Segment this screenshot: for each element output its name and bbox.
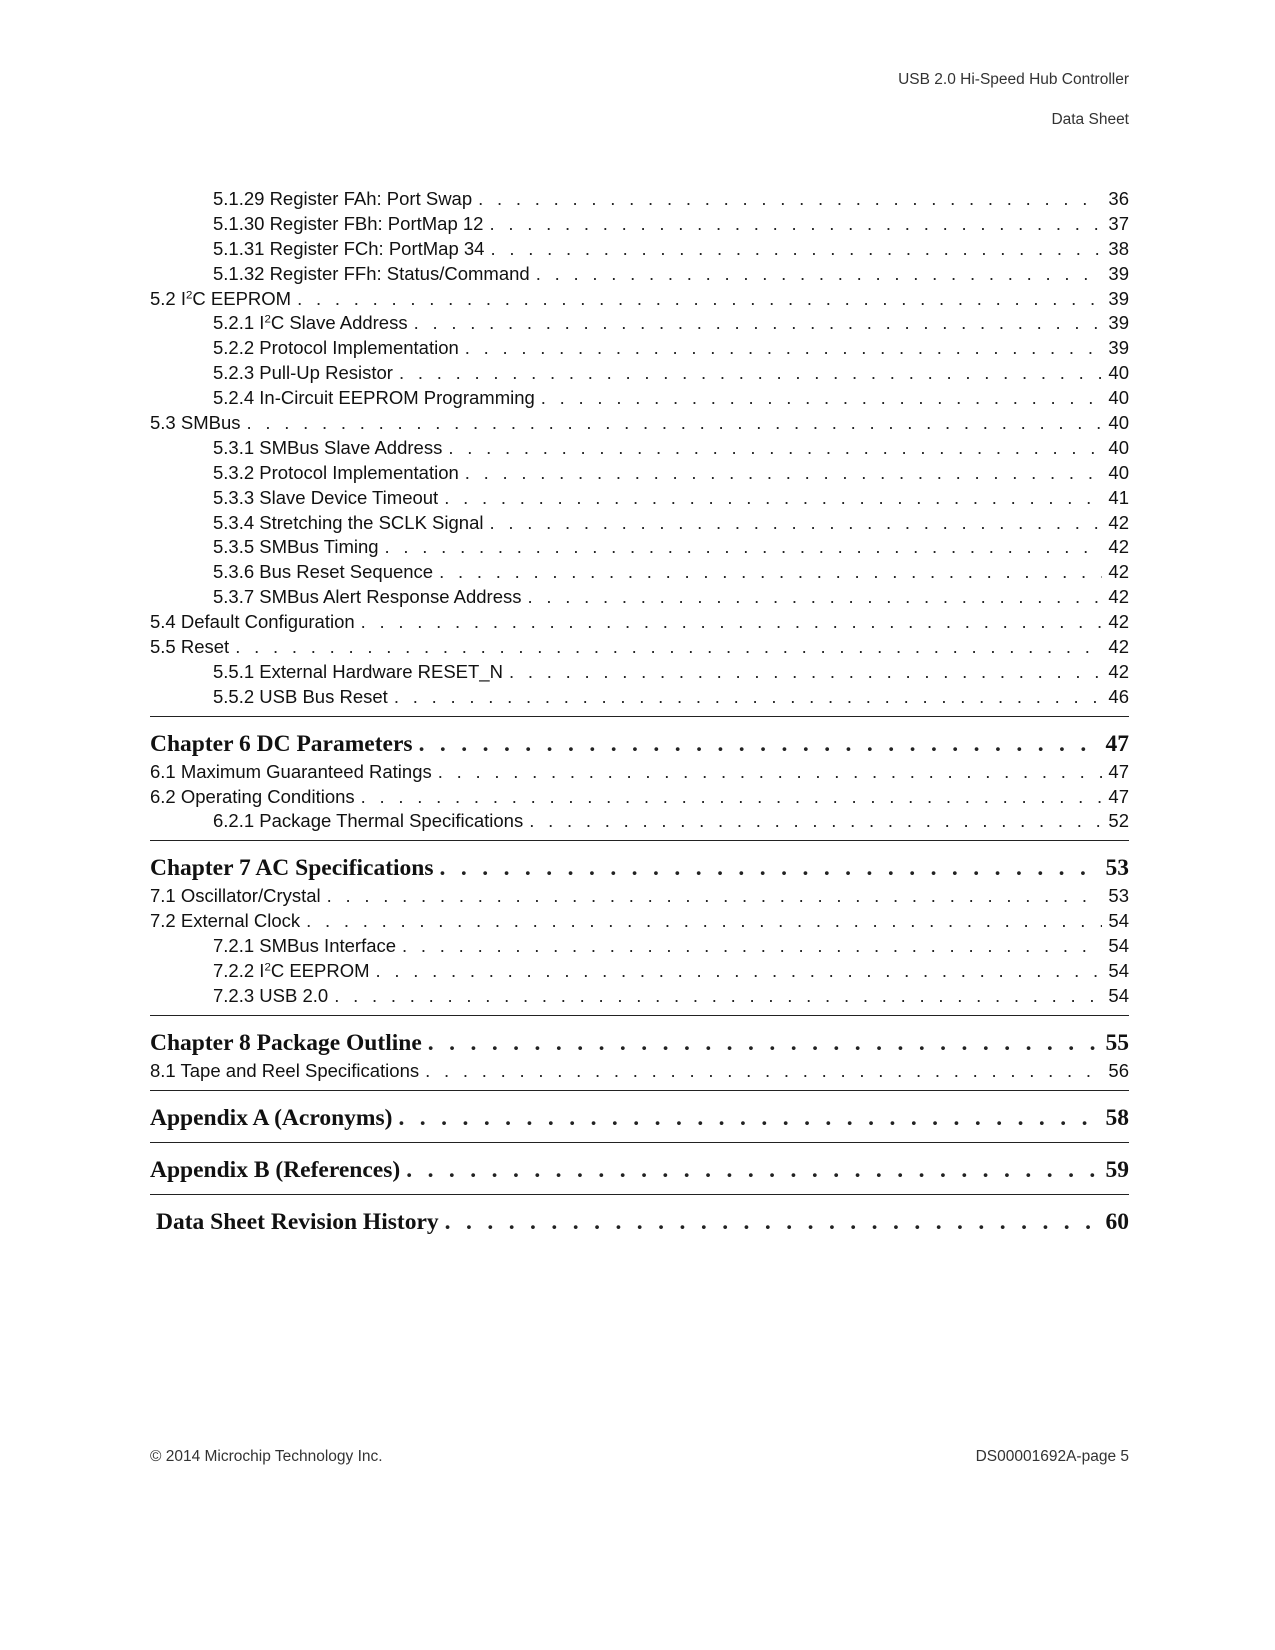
- toc-entry[interactable]: [150, 884, 1129, 909]
- toc-leader: [529, 809, 1102, 834]
- toc-leader: [440, 853, 1100, 884]
- toc-entry[interactable]: [150, 560, 1129, 585]
- section-divider: [150, 716, 1129, 717]
- toc-entry-label: 5.3.6 Bus Reset Sequence: [213, 561, 434, 583]
- label-part: 5.2 I: [150, 287, 186, 309]
- toc-entry-label: 8.1 Tape and Reel Specifications: [150, 1059, 420, 1081]
- toc-entry[interactable]: [150, 760, 1129, 785]
- toc-leader: [235, 635, 1102, 660]
- toc-entry-label: [213, 959, 370, 984]
- toc-leader: [306, 909, 1102, 934]
- superscript: 2: [186, 289, 193, 302]
- toc-entry-label: 5.1.32 Register FFh: Status/Command: [213, 262, 530, 284]
- toc-chapter[interactable]: [150, 1155, 1129, 1186]
- toc-entry-label: 5.2.3 Pull-Up Resistor: [213, 362, 393, 384]
- toc-chapter[interactable]: [150, 1103, 1129, 1134]
- toc-entry[interactable]: [150, 535, 1129, 560]
- toc-leader: [509, 660, 1102, 685]
- toc-leader: [445, 1207, 1100, 1238]
- toc-entry-page: 42: [1108, 586, 1129, 608]
- toc-entry[interactable]: [150, 237, 1129, 262]
- toc-entry[interactable]: [150, 436, 1129, 461]
- toc-entry-label: [213, 311, 408, 336]
- toc-entry[interactable]: [150, 909, 1129, 934]
- toc-entry[interactable]: [150, 511, 1129, 536]
- toc-entry-page: 47: [1108, 760, 1129, 782]
- toc-leader: [327, 884, 1103, 909]
- toc-leader: [489, 212, 1102, 237]
- toc-leader: [402, 934, 1102, 959]
- toc-entry[interactable]: [150, 610, 1129, 635]
- toc-chapter-page: 58: [1105, 1104, 1129, 1131]
- toc-entry-page: 40: [1108, 362, 1129, 384]
- superscript: 2: [264, 314, 271, 327]
- toc-entry-label: 5.1.30 Register FBh: PortMap 12: [213, 212, 484, 234]
- toc-entry-page: 54: [1108, 984, 1129, 1006]
- section-divider: [150, 1090, 1129, 1091]
- toc-chapter-page: 60: [1105, 1208, 1129, 1235]
- label-part: C EEPROM: [270, 960, 370, 982]
- toc-entry-label: 5.1.29 Register FAh: Port Swap: [213, 188, 473, 209]
- toc-leader: [385, 535, 1103, 560]
- toc-leader: [399, 361, 1102, 386]
- toc-entry-page: 39: [1108, 337, 1129, 359]
- toc-entry[interactable]: [150, 959, 1129, 984]
- toc-entry-label: 7.2 External Clock: [150, 910, 301, 932]
- toc-entry-label: 6.2 Operating Conditions: [150, 785, 355, 807]
- toc-entry[interactable]: [150, 386, 1129, 411]
- toc-entry[interactable]: [150, 486, 1129, 511]
- toc-leader: [361, 610, 1103, 635]
- toc-leader: [444, 486, 1102, 511]
- toc-entry-page: 39: [1108, 287, 1129, 309]
- toc-chapter-label: Data Sheet Revision History: [156, 1208, 439, 1235]
- toc-entry-page: 40: [1108, 387, 1129, 409]
- label-part: C EEPROM: [192, 287, 292, 309]
- toc-entry-page: 39: [1108, 262, 1129, 284]
- toc-entry[interactable]: [150, 262, 1129, 287]
- superscript: 2: [264, 961, 271, 974]
- toc-entry-label: 5.3.2 Protocol Implementation: [213, 461, 459, 483]
- toc-chapter[interactable]: [150, 853, 1129, 884]
- section-divider: [150, 1015, 1129, 1016]
- toc-leader: [376, 959, 1103, 984]
- toc-entry-page: 41: [1108, 486, 1129, 508]
- toc-entry-label: 7.2.1 SMBus Interface: [213, 935, 397, 957]
- table-of-contents: [150, 187, 1129, 1238]
- toc-leader: [528, 585, 1103, 610]
- section-divider: [150, 1142, 1129, 1143]
- toc-leader: [406, 1155, 1099, 1186]
- toc-entry[interactable]: [150, 311, 1129, 336]
- toc-entry[interactable]: [150, 187, 1129, 212]
- toc-entry[interactable]: [150, 635, 1129, 660]
- toc-entry-label: 5.3.4 Stretching the SCLK Signal: [213, 511, 484, 533]
- toc-entry[interactable]: [150, 934, 1129, 959]
- toc-entry[interactable]: [150, 660, 1129, 685]
- toc-entry-page: 52: [1108, 810, 1129, 832]
- toc-chapter-page: 55: [1105, 1029, 1129, 1056]
- toc-entry-page: 36: [1108, 188, 1129, 209]
- toc-entry-label: 5.1.31 Register FCh: PortMap 34: [213, 237, 485, 259]
- toc-chapter-page: 53: [1105, 855, 1129, 882]
- footer-copyright: © 2014 Microchip Technology Inc.: [150, 1448, 383, 1465]
- toc-entry-page: 54: [1108, 960, 1129, 982]
- toc-entry-page: 37: [1108, 212, 1129, 234]
- toc-entry-label: 5.3.1 SMBus Slave Address: [213, 436, 443, 458]
- toc-leader: [334, 984, 1102, 1009]
- toc-entry[interactable]: [150, 785, 1129, 810]
- toc-leader: [419, 729, 1100, 760]
- label-part: 5.2.1 I: [213, 312, 265, 334]
- toc-leader: [489, 511, 1102, 536]
- toc-entry-label: 7.2.3 USB 2.0: [213, 984, 329, 1006]
- toc-entry-label: 5.2.2 Protocol Implementation: [213, 337, 459, 359]
- label-part: C Slave Address: [270, 312, 408, 334]
- toc-leader: [394, 685, 1103, 710]
- toc-chapter-label: Chapter 6 DC Parameters: [150, 730, 413, 757]
- toc-leader: [428, 1028, 1100, 1059]
- label-part: 7.2.2 I: [213, 960, 265, 982]
- toc-entry-page: 42: [1108, 536, 1129, 558]
- toc-leader: [414, 311, 1103, 336]
- toc-chapter-page: 59: [1105, 1156, 1129, 1183]
- toc-entry[interactable]: [150, 361, 1129, 386]
- toc-entry-label: 7.1 Oscillator/Crystal: [150, 885, 321, 907]
- toc-entry-page: 54: [1108, 935, 1129, 957]
- toc-entry[interactable]: [150, 685, 1129, 710]
- toc-entry-page: 47: [1108, 785, 1129, 807]
- toc-leader: [465, 336, 1103, 361]
- toc-leader: [478, 187, 1102, 212]
- toc-entry-page: 53: [1108, 885, 1129, 907]
- toc-entry-label: 5.2.4 In-Circuit EEPROM Programming: [213, 387, 535, 409]
- toc-entry-page: 56: [1108, 1059, 1129, 1081]
- toc-entry[interactable]: [150, 411, 1129, 436]
- toc-entry-label: 6.1 Maximum Guaranteed Ratings: [150, 760, 432, 782]
- toc-entry[interactable]: [150, 287, 1129, 312]
- toc-leader: [490, 237, 1102, 262]
- toc-leader: [465, 461, 1103, 486]
- toc-entry[interactable]: [150, 809, 1129, 834]
- toc-leader: [448, 436, 1102, 461]
- section-divider: [150, 1194, 1129, 1195]
- toc-chapter-page: 47: [1105, 730, 1129, 757]
- toc-entry[interactable]: [150, 212, 1129, 237]
- toc-chapter[interactable]: [150, 1028, 1129, 1059]
- toc-entry-label: 5.3 SMBus: [150, 412, 241, 434]
- toc-leader: [541, 386, 1103, 411]
- toc-entry-label: 5.3.5 SMBus Timing: [213, 536, 379, 558]
- toc-entry-page: 38: [1108, 237, 1129, 259]
- toc-entry-page: 40: [1108, 412, 1129, 434]
- toc-chapter[interactable]: [150, 1207, 1129, 1238]
- toc-entry[interactable]: [150, 984, 1129, 1009]
- toc-entry-label: 5.5.1 External Hardware RESET_N: [213, 660, 503, 682]
- toc-entry[interactable]: [150, 585, 1129, 610]
- toc-entry-page: 42: [1108, 636, 1129, 658]
- toc-chapter-label: Appendix A (Acronyms): [150, 1104, 393, 1131]
- toc-leader: [247, 411, 1103, 436]
- toc-entry[interactable]: [150, 1059, 1129, 1084]
- header-subtitle: Data Sheet: [1051, 111, 1129, 128]
- toc-entry-page: 42: [1108, 511, 1129, 533]
- toc-entry-page: 46: [1108, 685, 1129, 707]
- toc-entry-page: 39: [1108, 312, 1129, 334]
- toc-entry-label: [150, 287, 291, 312]
- header-title: USB 2.0 Hi-Speed Hub Controller: [898, 71, 1129, 88]
- toc-entry-page: 40: [1108, 436, 1129, 458]
- toc-entry-page: 54: [1108, 910, 1129, 932]
- toc-chapter-label: Chapter 7 AC Specifications: [150, 855, 434, 882]
- toc-leader: [297, 287, 1102, 312]
- toc-entry-page: 42: [1108, 660, 1129, 682]
- toc-leader: [425, 1059, 1102, 1084]
- toc-entry-label: 5.4 Default Configuration: [150, 611, 355, 633]
- toc-chapter[interactable]: [150, 729, 1129, 760]
- toc-leader: [439, 560, 1102, 585]
- toc-entry-page: 42: [1108, 611, 1129, 633]
- footer-page-ref: DS00001692A-page 5: [975, 1448, 1129, 1465]
- toc-entry-label: 5.5.2 USB Bus Reset: [213, 685, 388, 707]
- toc-entry-label: 5.3.3 Slave Device Timeout: [213, 486, 439, 508]
- toc-entry-page: 42: [1108, 561, 1129, 583]
- toc-leader: [536, 262, 1103, 287]
- toc-entry-label: 5.3.7 SMBus Alert Response Address: [213, 586, 522, 608]
- toc-entry-label: 6.2.1 Package Thermal Specifications: [213, 810, 524, 832]
- section-divider: [150, 840, 1129, 841]
- toc-chapter-label: Appendix B (References): [150, 1156, 401, 1183]
- toc-entry[interactable]: [150, 336, 1129, 361]
- toc-leader: [438, 760, 1103, 785]
- toc-chapter-label: Chapter 8 Package Outline: [150, 1029, 422, 1056]
- toc-entry-page: 40: [1108, 461, 1129, 483]
- toc-leader: [398, 1103, 1099, 1134]
- toc-entry-label: 5.5 Reset: [150, 636, 230, 658]
- toc-entry[interactable]: [150, 461, 1129, 486]
- toc-leader: [361, 785, 1103, 810]
